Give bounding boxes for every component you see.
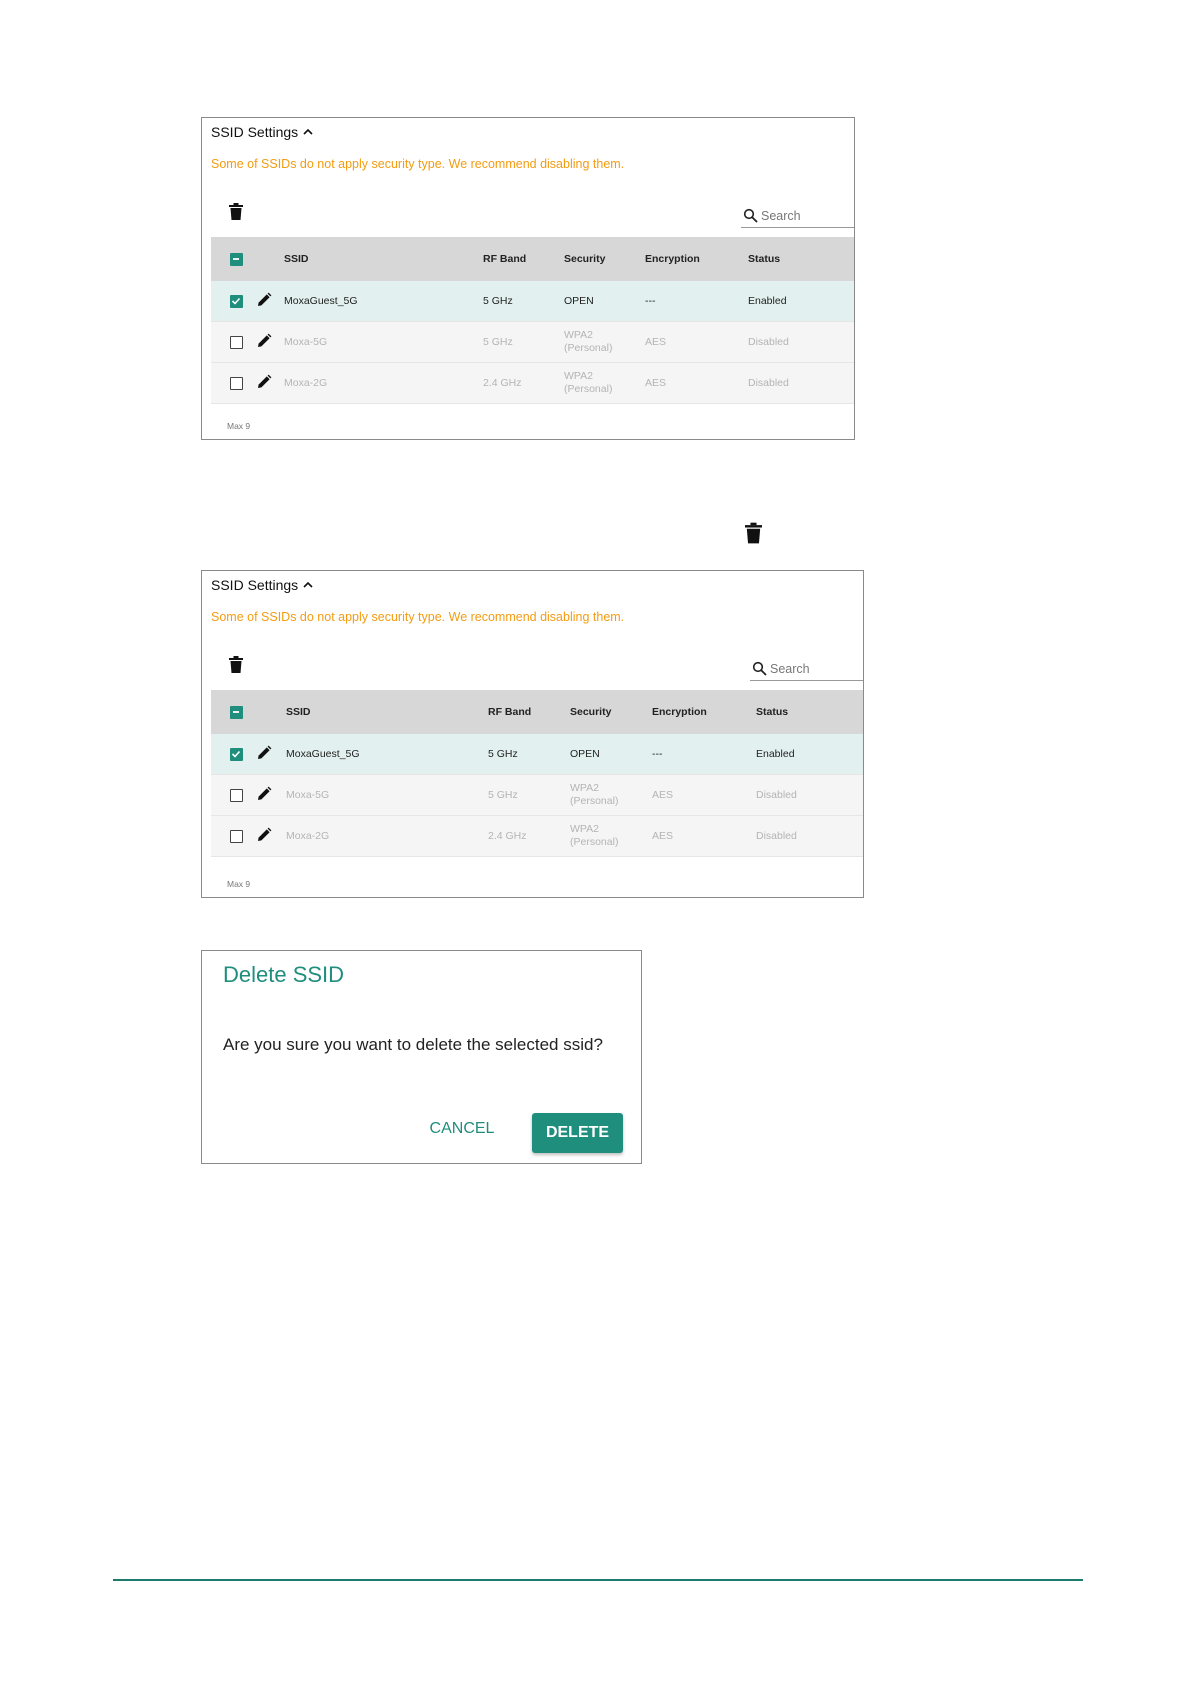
security-cell: [570, 734, 600, 774]
security-cell: [570, 775, 618, 815]
column-header-status[interactable]: Status: [756, 706, 789, 718]
chevron-up-icon: [302, 126, 314, 138]
table-header: [211, 237, 854, 281]
security-warning: Some of SSIDs do not apply security type. We recommend disabling them.: [211, 157, 625, 171]
table-row[interactable]: [211, 775, 863, 816]
column-header-security[interactable]: Security: [570, 706, 612, 718]
column-header-security[interactable]: Security: [564, 253, 606, 265]
status-cell: Disabled: [756, 789, 797, 801]
column-header-status[interactable]: Status: [748, 253, 781, 265]
table-row[interactable]: [211, 734, 863, 775]
search-icon: [743, 208, 758, 223]
column-header-encryption[interactable]: Encryption: [645, 253, 700, 265]
security-cell: [564, 322, 612, 362]
ssid-cell: Moxa-2G: [284, 377, 328, 389]
search-input[interactable]: [770, 662, 860, 676]
status-cell: Disabled: [748, 336, 789, 348]
table-row[interactable]: [211, 322, 854, 363]
security-type: WPA2: [570, 782, 599, 794]
ssid-cell: Moxa-5G: [284, 336, 328, 348]
row-checkbox[interactable]: [230, 295, 243, 308]
row-checkbox[interactable]: [230, 830, 243, 843]
search-box[interactable]: [750, 657, 863, 681]
column-header-encryption[interactable]: Encryption: [652, 706, 707, 718]
column-header-ssid[interactable]: SSID: [284, 253, 309, 265]
ssid-cell: Moxa-2G: [286, 830, 330, 842]
select-all-checkbox[interactable]: [230, 253, 243, 266]
rf-band-cell: 2.4 GHz: [488, 830, 527, 842]
rf-band-cell: 5 GHz: [488, 748, 518, 760]
pencil-icon[interactable]: [256, 786, 272, 802]
ssid-cell: Moxa-5G: [286, 789, 330, 801]
pencil-icon[interactable]: [256, 745, 272, 761]
trash-icon[interactable]: [229, 656, 243, 673]
security-mode: (Personal): [570, 795, 619, 807]
dialog-title: Delete SSID: [223, 962, 345, 987]
ssid-table: [211, 237, 854, 404]
rf-band-cell: 2.4 GHz: [483, 377, 522, 389]
search-input[interactable]: [761, 209, 851, 223]
cancel-button[interactable]: CANCEL: [427, 1113, 497, 1145]
dialog-message: Are you sure you want to delete the selected ssid?: [223, 1035, 603, 1054]
panel-title: SSID Settings: [211, 577, 299, 593]
security-cell: [564, 363, 612, 403]
chevron-up-icon: [302, 579, 314, 591]
search-box[interactable]: [741, 204, 854, 228]
pencil-icon[interactable]: [256, 374, 272, 390]
security-warning: Some of SSIDs do not apply security type. We recommend disabling them.: [211, 610, 625, 624]
security-mode: (Personal): [570, 836, 619, 848]
security-cell: [564, 281, 594, 321]
panel-header[interactable]: [211, 577, 314, 593]
encryption-cell: AES: [645, 336, 667, 348]
table-row[interactable]: [211, 363, 854, 404]
encryption-cell: AES: [652, 789, 674, 801]
status-cell: Enabled: [756, 748, 795, 760]
row-checkbox[interactable]: [230, 789, 243, 802]
table-header: [211, 690, 863, 734]
table-row[interactable]: [211, 281, 854, 322]
security-type: WPA2: [570, 823, 599, 835]
rf-band-cell: 5 GHz: [483, 336, 513, 348]
trash-icon[interactable]: [229, 203, 243, 220]
page-divider: [113, 1579, 1083, 1581]
column-header-rf-band[interactable]: RF Band: [483, 253, 527, 265]
security-mode: (Personal): [564, 383, 613, 395]
row-checkbox[interactable]: [230, 336, 243, 349]
security-type: OPEN: [564, 294, 594, 307]
status-cell: Disabled: [748, 377, 789, 389]
table-row[interactable]: [211, 816, 863, 857]
max-ssid-note: Max 9: [227, 421, 251, 431]
encryption-cell: ---: [645, 295, 656, 307]
max-ssid-note: Max 9: [227, 879, 251, 889]
ssid-cell: MoxaGuest_5G: [284, 295, 358, 307]
ssid-settings-panel-1: [201, 117, 855, 440]
security-cell: [570, 816, 618, 856]
search-icon: [752, 661, 767, 676]
delete-button[interactable]: DELETE: [532, 1113, 623, 1153]
select-all-checkbox[interactable]: [230, 706, 243, 719]
pencil-icon[interactable]: [256, 333, 272, 349]
security-type: OPEN: [570, 747, 600, 760]
encryption-cell: AES: [652, 830, 674, 842]
ssid-table: [211, 690, 863, 857]
ssid-cell: MoxaGuest_5G: [286, 748, 360, 760]
security-mode: (Personal): [564, 342, 613, 354]
status-cell: Enabled: [748, 295, 787, 307]
panel-header[interactable]: [211, 124, 314, 140]
encryption-cell: AES: [645, 377, 667, 389]
column-header-rf-band[interactable]: RF Band: [488, 706, 532, 718]
security-type: WPA2: [564, 370, 593, 382]
encryption-cell: ---: [652, 748, 663, 760]
row-checkbox[interactable]: [230, 377, 243, 390]
row-checkbox[interactable]: [230, 748, 243, 761]
ssid-settings-panel-2: [201, 570, 864, 898]
trash-icon: [745, 522, 762, 544]
rf-band-cell: 5 GHz: [483, 295, 513, 307]
rf-band-cell: 5 GHz: [488, 789, 518, 801]
status-cell: Disabled: [756, 830, 797, 842]
pencil-icon[interactable]: [256, 827, 272, 843]
pencil-icon[interactable]: [256, 292, 272, 308]
security-type: WPA2: [564, 329, 593, 341]
column-header-ssid[interactable]: SSID: [286, 706, 311, 718]
panel-title: SSID Settings: [211, 124, 299, 140]
delete-ssid-dialog: [201, 950, 642, 1164]
